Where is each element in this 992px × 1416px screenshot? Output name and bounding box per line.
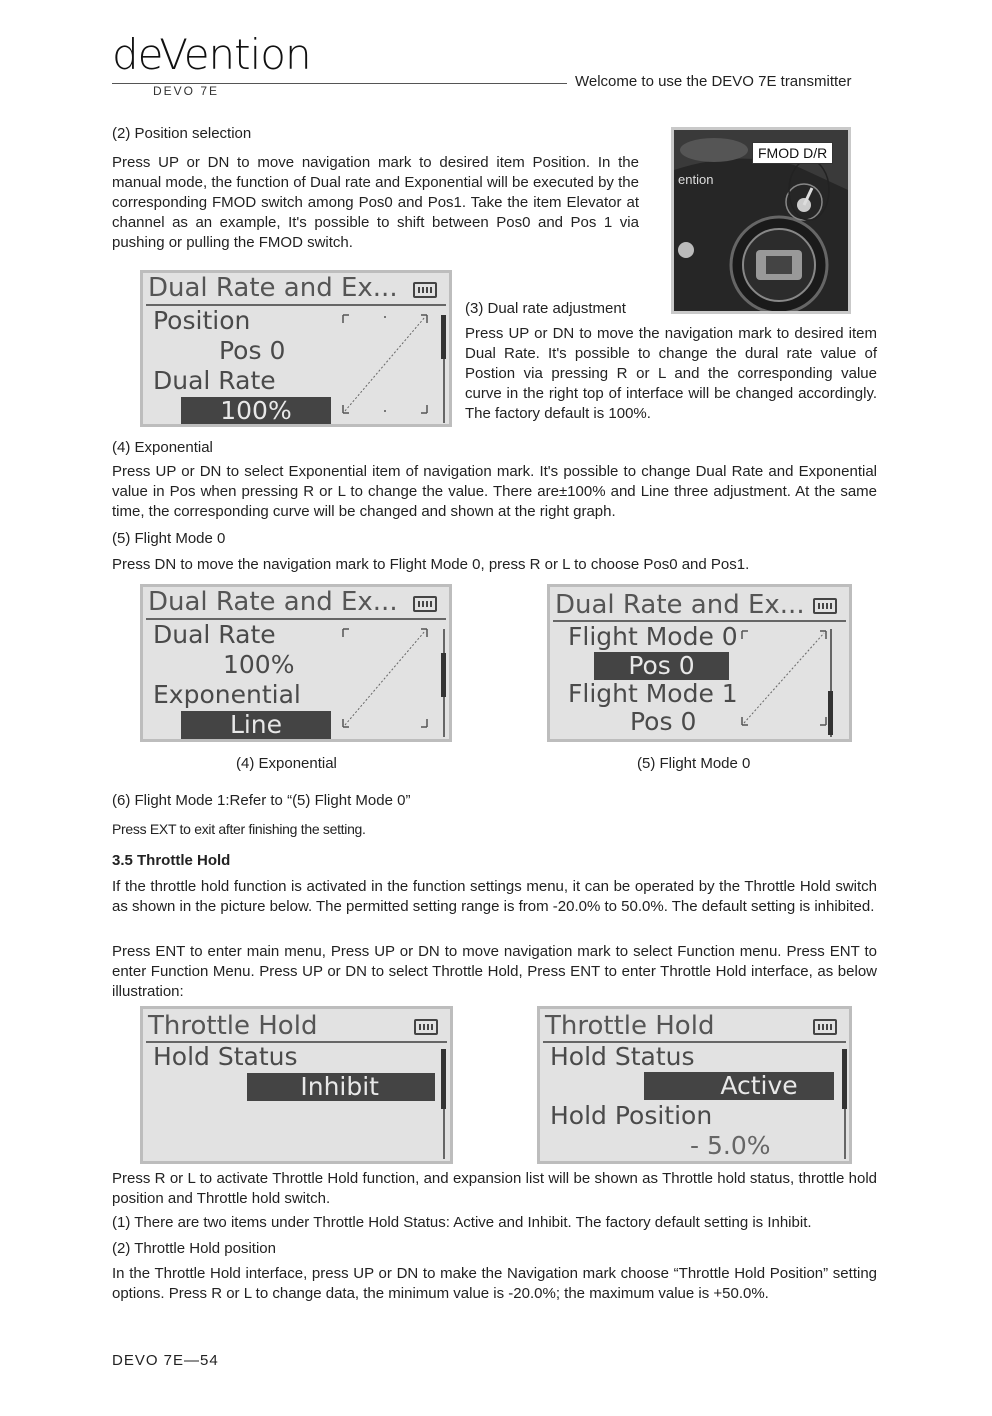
flight-mode-0-paragraph: Press DN to move the navigation mark to Flight Mode 0, press R or L to choose Pos0 and Pos1. [112,556,750,573]
battery-icon [413,282,437,298]
lcd-scroll-thumb [441,315,446,359]
lcd-selected-value: 100% [181,397,331,425]
lcd-row-dual-rate: Dual Rate [153,620,276,649]
lcd-title: Throttle Hold [148,1011,318,1041]
transmitter-photo [671,127,851,314]
section-heading-flight-mode-0: (5) Flight Mode 0 [112,530,226,547]
caption-flight-mode-0: (5) Flight Mode 0 [637,755,751,772]
lcd-selected-value: Line [181,711,331,739]
section-heading-dual-rate: (3) Dual rate adjustment [465,300,626,317]
battery-icon [414,1019,438,1035]
lcd-row-flight-mode-0: Flight Mode 0 [568,622,738,651]
battery-icon [813,1019,837,1035]
lcd-selected-value: Pos 0 [594,652,729,680]
exit-note: Press EXT to exit after finishing the setting. [112,821,366,837]
throttle-hold-instructions: Press ENT to enter main menu, Press UP or DN to move navigation mark to select Function menu. Press ENT to enter Function Menu. Press UP or DN to select Throttle Hold, Press ENT to enter Throttle Hold interface, as below illustration: [112,943,877,1000]
battery-icon [813,598,837,614]
exponential-paragraph: Press UP or DN to select Exponential item of navigation mark. It's possible to change Dual Rate and Exponential value in Pos when pressing R or L to change the value. There are±100% and Line three adjustment. At the same time, the corresponding curve will be changed and shown at the right graph. [112,463,877,520]
curve-graph-icon [341,313,431,418]
lcd-selected-text: Inhibit [300,1072,379,1101]
section-heading-throttle-hold-position: (2) Throttle Hold position [112,1240,276,1257]
flight-mode-1-note: (6) Flight Mode 1:Refer to “(5) Flight Mode 0” [112,792,411,809]
throttle-hold-position-paragraph: In the Throttle Hold interface, press UP or DN to make the Navigation mark choose “Throttle Hold Position” setting options. Press R or L to change data, the minimum value is -20.0%; the maximum value is +50.0%. [112,1265,877,1302]
fmod-dr-label: FMOD D/R [752,142,833,164]
logo-subtitle: DEVO 7E [153,84,220,98]
throttle-hold-intro: If the throttle hold function is activated in the function settings menu, it can be operated by the Throttle Hold switch as shown in the picture below. The permitted setting range is from -20.0% to 50.0%. The default setting is inhibited. [112,878,877,915]
activate-throttle-hold-paragraph: Press R or L to activate Throttle Hold function, and expansion list will be shown as Throttle hold status, throttle hold position and Throttle hold switch. [112,1170,877,1207]
lcd-row-exponential: Exponential [153,680,301,709]
lcd-title: Dual Rate and Ex... [555,590,805,620]
lcd-scroll-thumb [828,691,833,735]
lcd-position-selection [140,270,452,427]
caption-exponential: (4) Exponential [236,755,337,772]
lcd-title: Dual Rate and Ex... [148,273,398,303]
section-heading-exponential: (4) Exponential [112,439,213,456]
lcd-row-dual-rate-value: 100% [223,650,295,679]
curve-graph-icon [740,629,830,729]
lcd-exponential [140,584,452,742]
lcd-row-hold-position-value: - 5.0% [690,1131,771,1160]
photo-brand-text: ention [678,172,714,187]
lcd-title: Dual Rate and Ex... [148,587,398,617]
page-footer: DEVO 7E—54 [112,1352,219,1369]
lcd-throttle-hold-active [537,1006,852,1164]
curve-graph-icon [341,627,431,732]
lcd-selected-value [644,1072,834,1100]
lcd-scroll-thumb [441,1049,446,1109]
lcd-row-flight-mode-1: Flight Mode 1 [568,679,738,708]
section-heading-throttle-hold: 3.5 Throttle Hold [112,852,231,869]
lcd-row-dual-rate: Dual Rate [153,366,276,395]
lcd-selected-value [247,1073,435,1101]
lcd-row-hold-status: Hold Status [550,1042,695,1071]
section-heading-position-selection: (2) Position selection [112,125,252,142]
position-selection-paragraph: Press UP or DN to move navigation mark to desired item Position. In the manual mode, the function of Dual rate and Exponential will be executed by the corresponding FMOD switch among Pos0 and Pos1. Take the item Elevator at channel as an example, It's possible to shift between Pos0 and Pos 1 via pushing or pulling the FMOD switch. [112,154,639,251]
brand-logo: deVention [112,30,311,79]
lcd-row-hold-position: Hold Position [550,1101,713,1130]
header-divider [112,83,567,84]
lcd-scroll-thumb [842,1049,847,1109]
lcd-row-pos-value: Pos 0 [219,336,286,365]
dual-rate-paragraph: Press UP or DN to move the navigation mark to desired item Dual Rate. It's possible to change the dural rate value of Postion via pressing R or L and the corresponding value curve in the right top of interface will be changed accordingly. The factory default is 100%. [465,325,877,422]
lcd-row-position: Position [153,306,251,335]
lcd-title: Throttle Hold [545,1011,715,1041]
lcd-throttle-hold-inhibit [140,1006,453,1164]
lcd-scroll-thumb [441,653,446,697]
lcd-flight-mode-0 [547,584,852,742]
lcd-row-pos-value: Pos 0 [630,707,697,736]
lcd-row-hold-status: Hold Status [153,1042,298,1071]
header-title: Welcome to use the DEVO 7E transmitter [575,73,852,90]
lcd-selected-text: Active [720,1071,798,1100]
hold-status-items-paragraph: (1) There are two items under Throttle Hold Status: Active and Inhibit. The factory default setting is Inhibit. [112,1214,812,1231]
battery-icon [413,596,437,612]
